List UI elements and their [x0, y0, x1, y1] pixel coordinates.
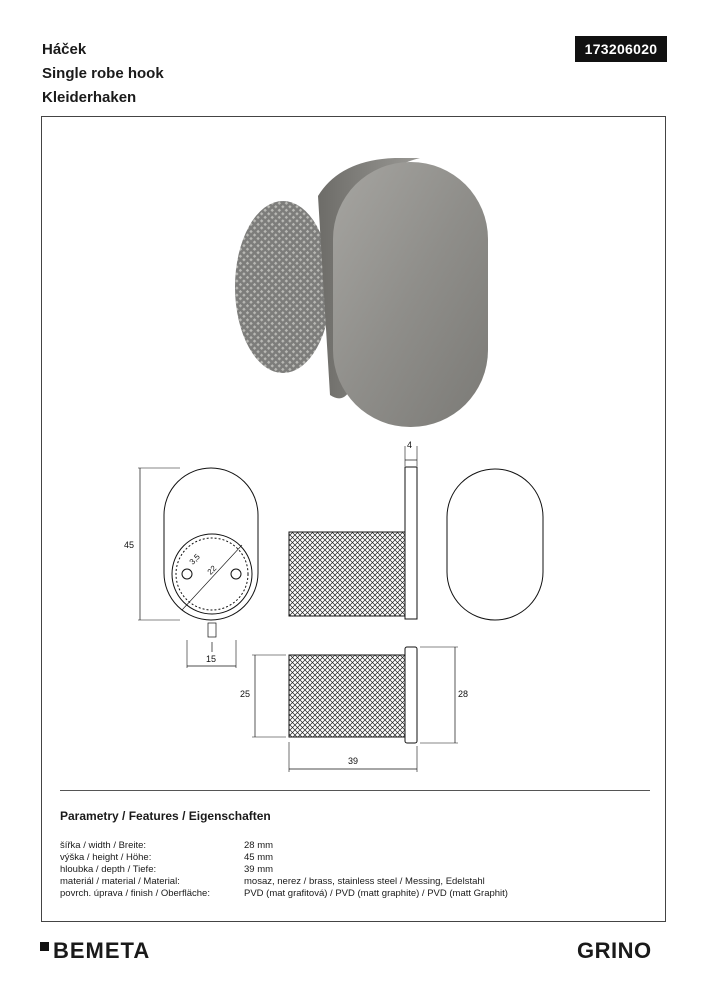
product-photo	[235, 158, 488, 427]
height-dim-label: 45	[124, 540, 135, 550]
spec-label: hloubka / depth / Tiefe:	[60, 864, 157, 875]
back-plate-outline	[447, 469, 543, 620]
depth-label: 39	[348, 756, 359, 766]
side-knob	[289, 532, 405, 616]
front-view	[138, 468, 258, 668]
screw-offset-label: 15	[206, 654, 217, 664]
knob-diameter-label: 25	[240, 689, 251, 699]
spec-value: PVD (mat grafitová) / PVD (matt graphite) / PVD (matt Graphit)	[244, 888, 508, 899]
mounting-hole-right	[231, 569, 241, 579]
front-plate-outline	[164, 468, 258, 620]
knurled-shaft	[235, 201, 331, 373]
product-code-badge: 173206020	[575, 36, 667, 62]
title-german: Kleiderhaken	[42, 89, 137, 106]
spec-label: šířka / width / Breite:	[60, 840, 147, 851]
title-english: Single robe hook	[42, 65, 164, 82]
side-plate	[405, 467, 417, 619]
features-divider	[60, 790, 650, 791]
spec-value: 39 mm	[244, 864, 274, 875]
mounting-hole-left	[182, 569, 192, 579]
brand-square-icon	[40, 942, 49, 951]
side-view	[289, 446, 417, 619]
series-name: GRINO	[577, 938, 652, 963]
screw-icon	[208, 623, 216, 637]
features-section	[60, 808, 650, 899]
top-view	[252, 647, 458, 772]
diameter-small-label: 3,5	[187, 552, 202, 567]
spec-value: 45 mm	[244, 852, 274, 863]
total-height-label: 28	[458, 689, 469, 699]
hole-spacing-label: 22	[205, 563, 219, 577]
spec-value: 28 mm	[244, 840, 274, 851]
title-czech: Háček	[42, 41, 87, 58]
top-plate	[405, 647, 417, 743]
spec-label: výška / height / Höhe:	[60, 852, 152, 863]
plate-face	[333, 162, 488, 427]
features-heading: Parametry / Features / Eigenschaften	[60, 809, 271, 823]
brand-name: BEMETA	[53, 938, 151, 963]
spec-label: materiál / material / Material:	[60, 876, 180, 887]
spec-label: povrch. úprava / finish / Oberfläche:	[60, 888, 210, 899]
top-knob	[289, 655, 405, 737]
spec-value: mosaz, nerez / brass, stainless steel / Messing, Edelstahl	[244, 876, 485, 887]
plate-thickness-label: 4	[407, 440, 413, 450]
